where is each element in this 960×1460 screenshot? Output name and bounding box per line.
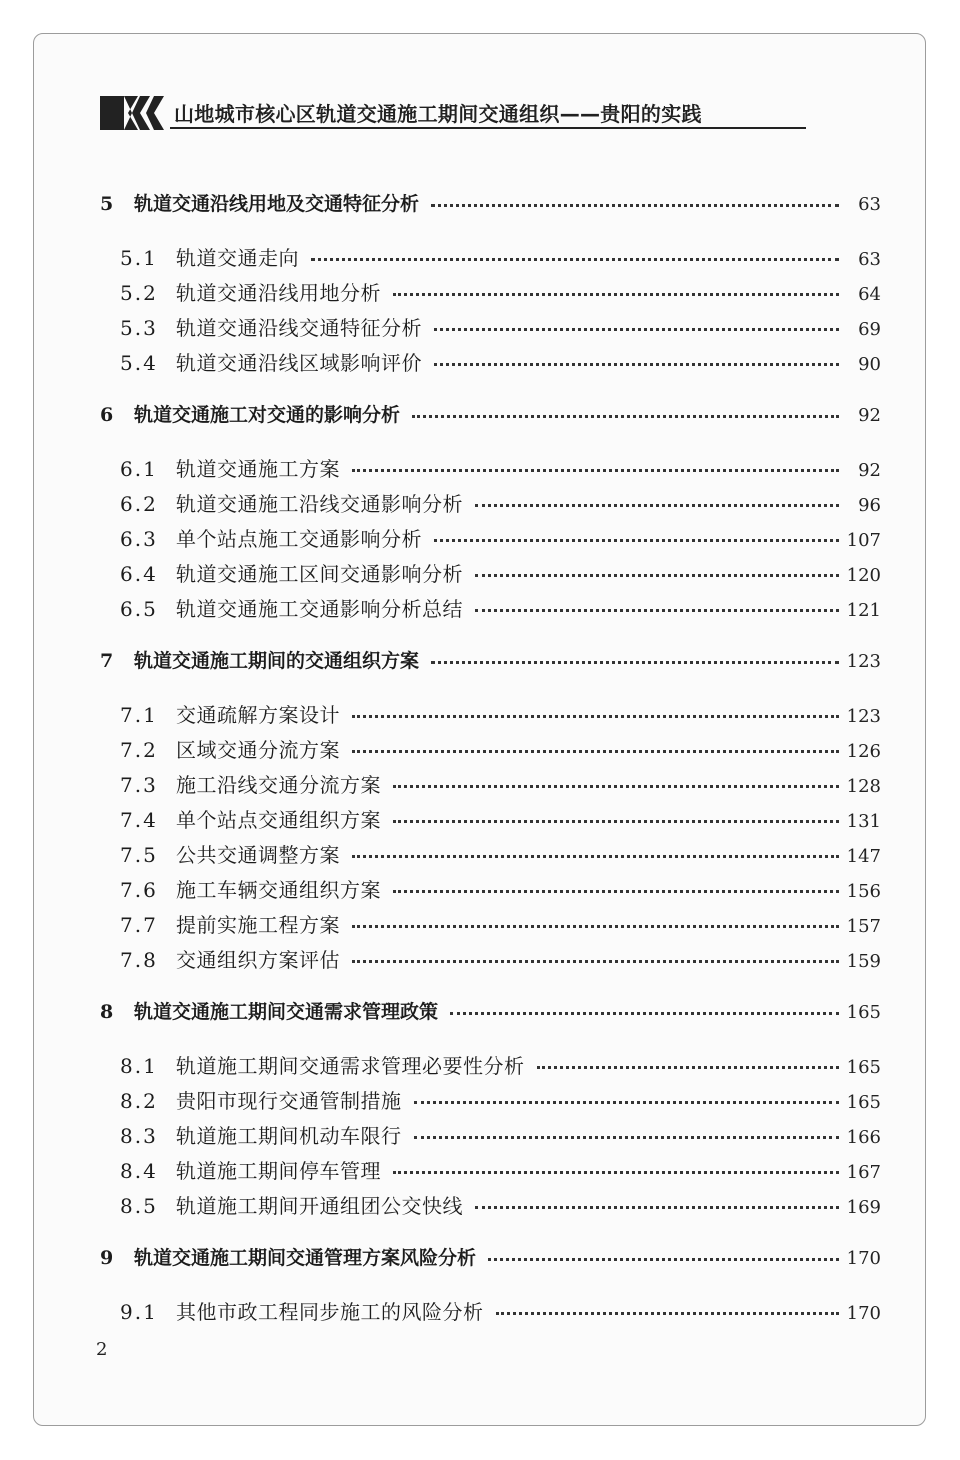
dot-leader [393, 785, 839, 788]
toc-entry-page: 131 [846, 811, 881, 832]
toc-entry-page: 123 [846, 706, 881, 727]
toc-section-entry [120, 523, 881, 552]
dot-leader [431, 661, 839, 664]
toc-entry-number: 7.3 [120, 773, 158, 797]
toc-entry-page: 157 [846, 916, 881, 937]
toc-entry-number: 8.4 [120, 1159, 158, 1183]
toc-entry-page: 90 [858, 354, 881, 375]
toc-entry-title: 交通疏解方案设计 [176, 703, 340, 727]
toc-chapter-entry [100, 646, 881, 673]
toc-section-entry [120, 769, 881, 798]
toc-section-entry [120, 277, 881, 306]
toc-entry-page: 123 [846, 651, 881, 672]
toc-entry-page: 167 [846, 1162, 881, 1183]
toc-entry-number: 8.5 [120, 1194, 158, 1218]
toc-entry-page: 107 [846, 530, 881, 551]
toc-section-entry [120, 734, 881, 763]
toc-section-entry [120, 453, 881, 482]
toc-entry-number: 7.5 [120, 843, 158, 867]
toc-section-entry [120, 1120, 881, 1149]
toc-entry-number: 5 [100, 193, 114, 215]
toc-entry-page: 147 [846, 846, 881, 867]
toc-section-entry [120, 1050, 881, 1079]
dot-leader [450, 1012, 839, 1015]
dot-leader [393, 890, 839, 893]
toc-entry-title: 轨道交通施工期间的交通组织方案 [134, 650, 420, 672]
dot-leader [434, 363, 839, 366]
toc-entry-page: 165 [846, 1002, 881, 1023]
toc-entry-title: 轨道施工期间停车管理 [176, 1159, 381, 1183]
toc-chapter-entry [100, 997, 881, 1024]
toc-section-entry [120, 242, 881, 271]
toc-section-entry [120, 1190, 881, 1219]
book-page [33, 33, 926, 1426]
toc-section-entry [120, 909, 881, 938]
page-number: 2 [96, 1339, 108, 1360]
toc-entry-title: 轨道交通施工沿线交通影响分析 [176, 492, 463, 516]
toc-section-entry [120, 874, 881, 903]
toc-entry-page: 166 [846, 1127, 881, 1148]
toc-section-entry [120, 488, 881, 517]
toc-section-entry [120, 593, 881, 622]
toc-section-entry [120, 312, 881, 341]
table-of-contents [34, 34, 925, 1425]
toc-entry-page: 63 [858, 194, 881, 215]
toc-entry-number: 6 [100, 404, 114, 426]
toc-entry-page: 121 [846, 600, 881, 621]
toc-entry-title: 轨道施工期间交通需求管理必要性分析 [176, 1054, 525, 1078]
toc-entry-number: 6.3 [120, 527, 158, 551]
dot-leader [475, 504, 839, 507]
toc-entry-title: 单个站点交通组织方案 [176, 808, 381, 832]
toc-entry-number: 7.7 [120, 913, 158, 937]
dot-leader [352, 469, 839, 472]
toc-entry-page: 92 [858, 460, 881, 481]
toc-entry-number: 6.4 [120, 562, 158, 586]
toc-entry-number: 7.8 [120, 948, 158, 972]
toc-entry-number: 7.1 [120, 703, 158, 727]
toc-entry-title: 单个站点施工交通影响分析 [176, 527, 422, 551]
toc-entry-title: 轨道交通沿线用地及交通特征分析 [134, 193, 420, 215]
toc-entry-page: 159 [846, 951, 881, 972]
toc-entry-title: 轨道交通施工方案 [176, 457, 340, 481]
toc-entry-page: 92 [858, 405, 881, 426]
dot-leader [393, 293, 839, 296]
dot-leader [475, 574, 839, 577]
toc-entry-title: 轨道交通沿线用地分析 [176, 281, 381, 305]
toc-entry-number: 7.4 [120, 808, 158, 832]
toc-entry-number: 5.1 [120, 246, 158, 270]
toc-entry-title: 轨道交通沿线区域影响评价 [176, 351, 422, 375]
dot-leader [414, 1136, 840, 1139]
toc-entry-page: 165 [846, 1057, 881, 1078]
toc-entry-title: 贵阳市现行交通管制措施 [176, 1089, 402, 1113]
toc-chapter-entry [100, 1243, 881, 1270]
toc-entry-number: 7.6 [120, 878, 158, 902]
toc-entry-title: 轨道交通施工交通影响分析总结 [176, 597, 463, 621]
dot-leader [475, 609, 839, 612]
toc-entry-title: 交通组织方案评估 [176, 948, 340, 972]
toc-entry-title: 轨道交通施工区间交通影响分析 [176, 562, 463, 586]
toc-entry-page: 156 [846, 881, 881, 902]
toc-entry-page: 170 [846, 1248, 881, 1269]
dot-leader [311, 258, 839, 261]
dot-leader [488, 1258, 839, 1261]
toc-entry-page: 120 [846, 565, 881, 586]
toc-entry-page: 169 [846, 1197, 881, 1218]
toc-entry-number: 5.2 [120, 281, 158, 305]
dot-leader [352, 715, 839, 718]
toc-chapter-entry [100, 189, 881, 216]
dot-leader [412, 415, 839, 418]
dot-leader [434, 539, 839, 542]
toc-entry-title: 轨道交通施工期间交通管理方案风险分析 [134, 1247, 477, 1269]
toc-entry-page: 126 [846, 741, 881, 762]
toc-entry-number: 7.2 [120, 738, 158, 762]
dot-leader [496, 1312, 840, 1315]
toc-entry-number: 9 [100, 1247, 114, 1269]
dot-leader [352, 925, 839, 928]
toc-entry-page: 63 [858, 249, 881, 270]
toc-entry-page: 165 [846, 1092, 881, 1113]
toc-section-entry [120, 1085, 881, 1114]
toc-entry-page: 128 [846, 776, 881, 797]
book-title: 山地城市核心区轨道交通施工期间交通组织——贵阳的实践 [174, 102, 702, 126]
toc-entry-title: 施工沿线交通分流方案 [176, 773, 381, 797]
toc-chapter-entry [100, 400, 881, 427]
toc-section-entry [120, 347, 881, 376]
toc-entry-title: 其他市政工程同步施工的风险分析 [176, 1300, 484, 1324]
toc-entry-title: 施工车辆交通组织方案 [176, 878, 381, 902]
dot-leader [393, 1171, 839, 1174]
toc-section-entry [120, 804, 881, 833]
toc-section-entry [120, 1155, 881, 1184]
toc-entry-title: 轨道交通走向 [176, 246, 299, 270]
toc-entry-page: 64 [858, 284, 881, 305]
toc-entry-title: 轨道交通施工对交通的影响分析 [134, 404, 401, 426]
toc-entry-number: 7 [100, 650, 114, 672]
toc-entry-number: 9.1 [120, 1300, 158, 1324]
dot-leader [414, 1101, 840, 1104]
toc-entry-title: 轨道交通沿线交通特征分析 [176, 316, 422, 340]
toc-entry-number: 6.5 [120, 597, 158, 621]
toc-entry-number: 5.4 [120, 351, 158, 375]
toc-entry-number: 8.3 [120, 1124, 158, 1148]
dot-leader [431, 204, 839, 207]
toc-entry-number: 6.1 [120, 457, 158, 481]
toc-entry-number: 6.2 [120, 492, 158, 516]
toc-section-entry [120, 944, 881, 973]
toc-entry-number: 8.1 [120, 1054, 158, 1078]
toc-entry-page: 69 [858, 319, 881, 340]
toc-entry-title: 公共交通调整方案 [176, 843, 340, 867]
toc-entry-title: 轨道施工期间机动车限行 [176, 1124, 402, 1148]
toc-entry-page: 170 [846, 1303, 881, 1324]
toc-entry-title: 轨道交通施工期间交通需求管理政策 [134, 1001, 439, 1023]
dot-leader [434, 328, 839, 331]
toc-entry-title: 提前实施工程方案 [176, 913, 340, 937]
toc-entry-page: 96 [858, 495, 881, 516]
toc-entry-number: 5.3 [120, 316, 158, 340]
dot-leader [352, 960, 839, 963]
toc-entry-title: 轨道施工期间开通组团公交快线 [176, 1194, 463, 1218]
toc-section-entry [120, 699, 881, 728]
toc-entry-number: 8 [100, 1001, 114, 1023]
dot-leader [537, 1066, 840, 1069]
dot-leader [352, 855, 839, 858]
dot-leader [352, 750, 839, 753]
toc-section-entry [120, 558, 881, 587]
toc-section-entry [120, 1296, 881, 1325]
toc-section-entry [120, 839, 881, 868]
toc-entry-title: 区域交通分流方案 [176, 738, 340, 762]
dot-leader [475, 1206, 839, 1209]
toc-entry-number: 8.2 [120, 1089, 158, 1113]
dot-leader [393, 820, 839, 823]
